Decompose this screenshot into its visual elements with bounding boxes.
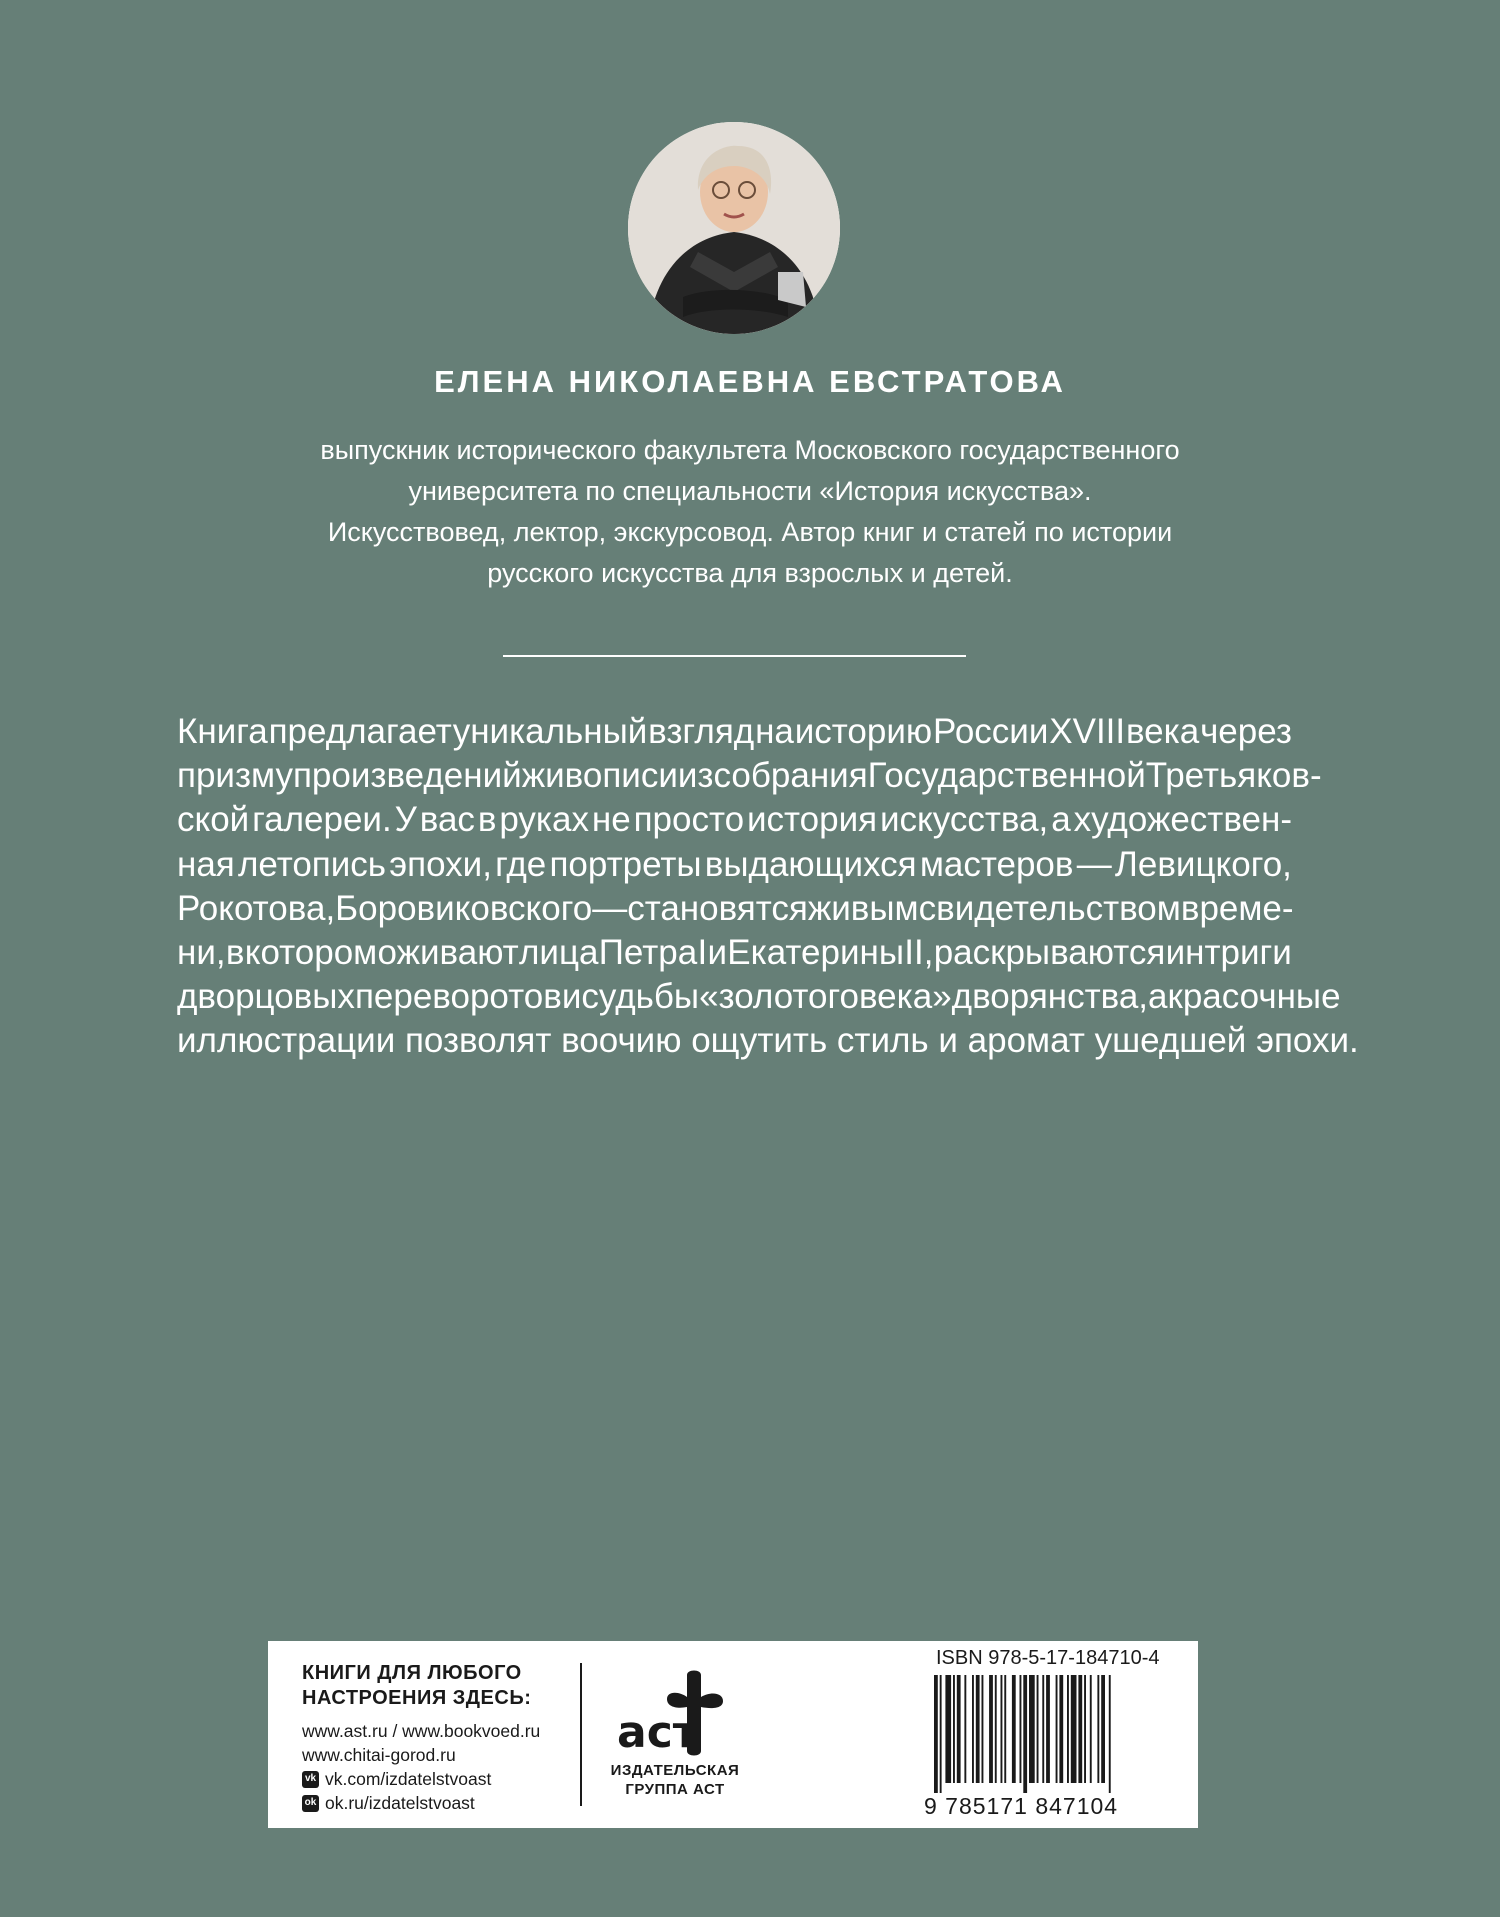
barcode-digits: 9 785171 847104 — [924, 1793, 1119, 1819]
barcode-bar — [1012, 1675, 1016, 1783]
annotation-word: выдающихся — [704, 844, 917, 884]
annotation-word: красочные — [1167, 977, 1341, 1017]
annotation-word: ни, — [177, 933, 226, 973]
annotation-word: собрания — [713, 756, 868, 796]
annotation-word: «золотого — [699, 977, 859, 1017]
annotation-word: и — [707, 933, 727, 973]
barcode-bar — [940, 1675, 942, 1793]
annotation-word: XVIII — [1049, 712, 1126, 751]
annotation-word: Книга — [177, 712, 268, 751]
divider — [503, 655, 966, 657]
barcode-bar — [1067, 1675, 1069, 1783]
annotation-word: Рокотова, — [177, 888, 336, 928]
barcode — [934, 1675, 1166, 1793]
annotation-word: Государственной — [867, 756, 1146, 796]
barcode-bar — [1090, 1675, 1092, 1783]
book-annotation — [177, 710, 1359, 1064]
annotation-word: века» — [858, 977, 952, 1017]
barcode-bar — [1078, 1675, 1082, 1783]
annotation-word: У — [394, 800, 417, 840]
ast-logo-icon — [615, 1667, 735, 1759]
annotation-word: из — [677, 756, 714, 796]
annotation-word: переворотов — [354, 977, 562, 1017]
author-photo — [628, 122, 840, 334]
barcode-bar — [945, 1675, 951, 1783]
annotation-word: раскрываются — [933, 933, 1166, 973]
barcode-bar — [1020, 1675, 1022, 1783]
annotation-word: Третьяков- — [1145, 756, 1322, 796]
annotation-word: где — [495, 844, 547, 884]
barcode-bar — [1042, 1675, 1044, 1783]
annotation-word: века — [1125, 712, 1200, 751]
vk-icon: vk — [302, 1771, 319, 1788]
annotation-word: призму — [177, 756, 293, 796]
annotation-line — [177, 754, 1322, 798]
annotation-word: свидетельством — [918, 888, 1181, 928]
annotation-word: историю — [794, 712, 933, 751]
annotation-word: на — [755, 712, 794, 751]
annotation-word: руках — [499, 800, 589, 840]
barcode-bar — [972, 1675, 974, 1783]
annotation-word: судьбы — [581, 977, 700, 1017]
author-bio — [150, 430, 1350, 594]
bio-line: русского искусства для взрослых и детей. — [487, 558, 1013, 588]
barcode-bar — [1046, 1675, 1050, 1783]
annotation-word: искусства, — [880, 800, 1049, 840]
annotation-word: оживают — [377, 933, 519, 973]
author-name: ЕЛЕНА НИКОЛАЕВНА ЕВСТРАТОВА — [434, 364, 1066, 399]
annotation-line: иллюстрации позволят воочию ощутить стиль и аромат ушедшей эпохи. — [177, 1021, 1359, 1061]
ok-icon: ok — [302, 1795, 319, 1812]
logo-text: аст — [617, 1707, 699, 1758]
annotation-word: в — [225, 933, 245, 973]
barcode-bar — [953, 1675, 955, 1783]
isbn-label: ISBN 978-5-17-184710-4 — [936, 1647, 1160, 1669]
annotation-word: II, — [904, 933, 934, 973]
annotation-line — [177, 843, 1292, 887]
barcode-bar — [1084, 1675, 1086, 1783]
store-heading — [302, 1661, 557, 1711]
barcode-bar — [1001, 1675, 1003, 1783]
annotation-word: мастеров — [919, 844, 1074, 884]
bio-line: университета по специальности «История искусства». — [408, 476, 1092, 506]
annotation-word: а — [1051, 800, 1071, 840]
store-link[interactable]: www.chitai-gorod.ru — [302, 1745, 456, 1765]
annotation-word: России — [933, 712, 1049, 751]
annotation-line — [177, 798, 1292, 842]
annotation-line — [177, 975, 1341, 1019]
bio-line: выпускник исторического факультета Московского государственного — [320, 435, 1180, 465]
annotation-word: I — [697, 933, 708, 973]
annotation-word: Екатерины — [727, 933, 904, 973]
annotation-word: взгляд — [648, 712, 755, 751]
annotation-word: — — [1076, 844, 1112, 884]
barcode-bar — [1004, 1675, 1006, 1783]
social-link[interactable]: vk.com/izdatelstvoast — [325, 1769, 492, 1789]
publisher-name — [600, 1761, 750, 1799]
barcode-bar — [1023, 1675, 1027, 1793]
annotation-line — [177, 710, 1292, 754]
barcode-bar — [995, 1675, 997, 1783]
annotation-word: уникальный — [452, 712, 648, 751]
barcode-bar — [934, 1675, 938, 1793]
annotation-word: а — [1148, 977, 1168, 1017]
annotation-word: ской — [177, 800, 250, 840]
annotation-word: просто — [633, 800, 745, 840]
publisher-logo — [600, 1667, 750, 1807]
annotation-word: котором — [244, 933, 378, 973]
annotation-word: лица — [518, 933, 599, 973]
barcode-bar — [1097, 1675, 1099, 1783]
store-info — [302, 1661, 557, 1815]
annotation-word: интриги — [1165, 933, 1292, 973]
annotation-word: не — [591, 800, 631, 840]
info-box — [268, 1641, 1198, 1828]
annotation-word: живописи — [521, 756, 678, 796]
social-row-vk[interactable] — [302, 1767, 557, 1791]
annotation-word: Боровиковского — [335, 888, 593, 928]
annotation-word: Левицкого, — [1114, 844, 1292, 884]
annotation-word: ная — [177, 844, 235, 884]
social-link[interactable]: ok.ru/izdatelstvoast — [325, 1793, 475, 1813]
barcode-bar — [964, 1675, 966, 1783]
store-link[interactable]: www.ast.ru / www.bookvoed.ru — [302, 1721, 541, 1741]
annotation-word: галереи. — [252, 800, 392, 840]
annotation-line — [177, 931, 1292, 975]
annotation-word: художествен- — [1073, 800, 1292, 840]
annotation-word: в — [477, 800, 497, 840]
annotation-word: време- — [1180, 888, 1294, 928]
annotation-word: Петра — [598, 933, 698, 973]
barcode-bar — [957, 1675, 961, 1783]
social-row-ok[interactable] — [302, 1791, 557, 1815]
barcode-bar — [1037, 1675, 1039, 1783]
store-heading-line: КНИГИ ДЛЯ ЛЮБОГО — [302, 1662, 522, 1684]
annotation-word: портреты — [549, 844, 702, 884]
barcode-bar — [1071, 1675, 1077, 1783]
store-heading-line: НАСТРОЕНИЯ ЗДЕСЬ: — [302, 1687, 532, 1709]
annotation-word: живым — [807, 888, 919, 928]
annotation-word: летопись — [237, 844, 387, 884]
annotation-word: — — [592, 888, 628, 928]
vertical-separator — [580, 1663, 582, 1806]
publisher-name-line: ИЗДАТЕЛЬСКАЯ — [610, 1762, 740, 1779]
annotation-word: предлагает — [268, 712, 452, 751]
annotation-word: вас — [419, 800, 475, 840]
annotation-word: становятся — [627, 888, 808, 928]
barcode-bar — [1056, 1675, 1058, 1783]
publisher-name-line: ГРУППА АСТ — [625, 1781, 725, 1798]
annotation-word: и — [561, 977, 582, 1017]
barcode-bar — [1029, 1675, 1035, 1783]
annotation-word: история — [746, 800, 878, 840]
barcode-bar — [1059, 1675, 1063, 1783]
barcode-bar — [982, 1675, 984, 1783]
annotation-word: дворцовых — [177, 977, 355, 1017]
barcode-bar — [1101, 1675, 1105, 1783]
barcode-bar — [1109, 1675, 1111, 1793]
annotation-word: произведений — [292, 756, 522, 796]
annotation-line — [177, 887, 1292, 931]
annotation-word: дворянства, — [951, 977, 1149, 1017]
bio-line: Искусствовед, лектор, экскурсовод. Автор книг и статей по истории — [327, 517, 1173, 547]
annotation-word: через — [1200, 712, 1292, 751]
barcode-bar — [976, 1675, 980, 1783]
annotation-word: эпохи, — [389, 844, 492, 884]
barcode-bar — [989, 1675, 993, 1783]
